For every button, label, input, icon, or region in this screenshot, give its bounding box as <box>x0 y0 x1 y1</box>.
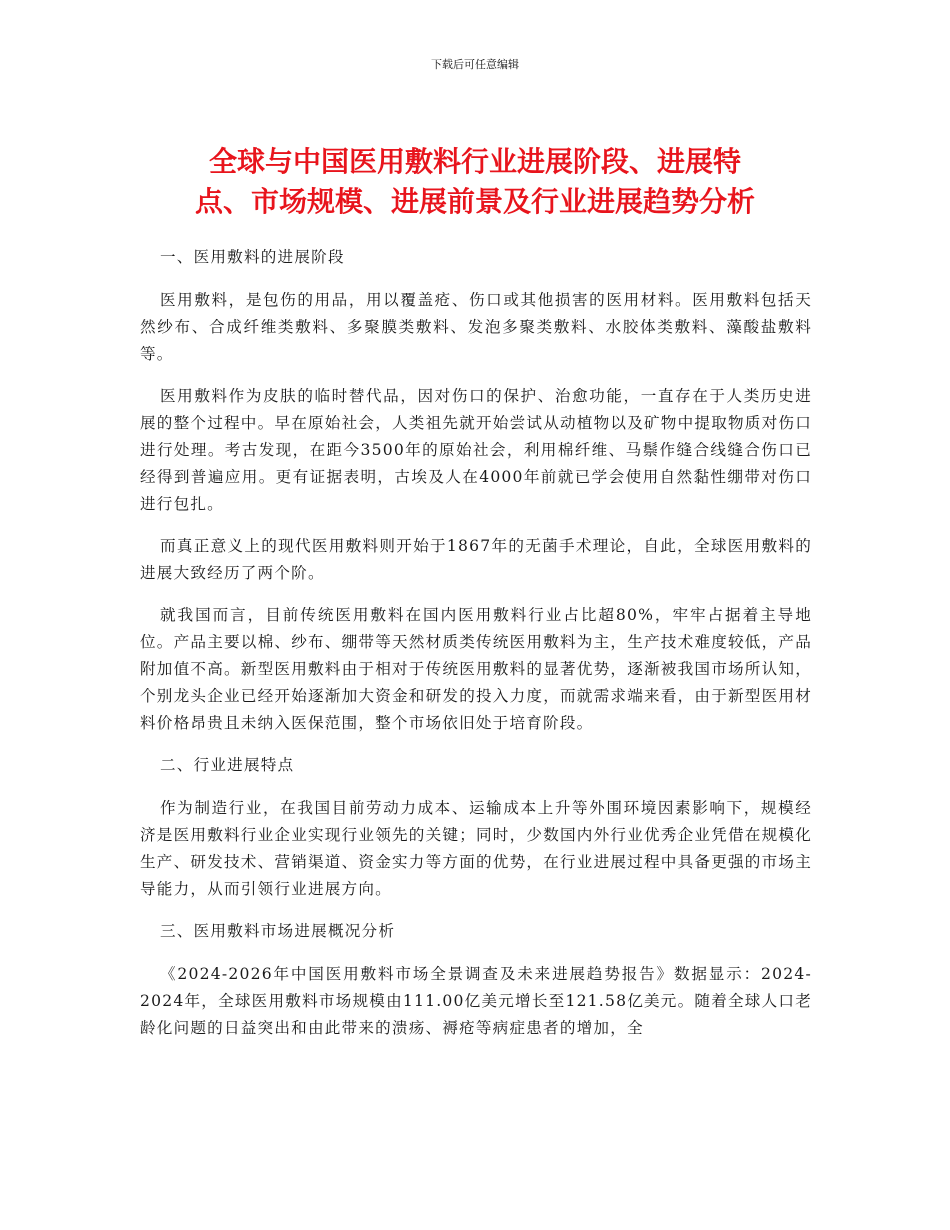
section-heading-3: 三、医用敷料市场进展概况分析 <box>160 922 396 940</box>
paragraph: 作为制造行业，在我国目前劳动力成本、运输成本上升等外围环境因素影响下，规模经济是医用敷料行业企业实现行业领先的关键；同时，少数国内外行业优秀企业凭借在规模化生产、研发技术、营销渠道、资金实力等方面的优势，在行业进展过程中具备更强的市场主导能力，从而引领行业进展方向。 <box>140 799 812 898</box>
paragraph: 医用敷料，是包伤的用品，用以覆盖疮、伤口或其他损害的医用材料。医用敷料包括天然纱布、合成纤维类敷料、多聚膜类敷料、发泡多聚类敷料、水胶体类敷料、藻酸盐敷料等。 <box>140 291 812 363</box>
header-note: 下载后可任意编辑 <box>431 58 519 71</box>
paragraph: 而真正意义上的现代医用敷料则开始于1867年的无菌手术理论，自此，全球医用敷料的进展大致经历了两个阶。 <box>140 537 812 582</box>
title-line-2: 点、市场规模、进展前景及行业进展趋势分析 <box>194 185 755 218</box>
section-heading-1: 一、医用敷料的进展阶段 <box>160 248 345 266</box>
document-body <box>140 244 812 1056</box>
document-title <box>150 142 800 222</box>
title-line-1: 全球与中国医用敷料行业进展阶段、进展特 <box>208 145 741 178</box>
paragraph: 就我国而言，目前传统医用敷料在国内医用敷料行业占比超80%，牢牢占据着主导地位。产品主要以棉、纱布、绷带等天然材质类传统医用敷料为主，生产技术难度较低，产品附加值不高。新型医用敷料由于相对于传统医用敷料的显著优势，逐渐被我国市场所认知，个别龙头企业已经开始逐渐加大资金和研发的投入力度，而就需求端来看，由于新型医用材料价格昂贵且未纳入医保范围，整个市场依旧处于培育阶段。 <box>140 606 812 732</box>
paragraph: 《2024-2026年中国医用敷料市场全景调查及未来进展趋势报告》数据显示：2024-2024年，全球医用敷料市场规模由111.00亿美元增长至121.58亿美元。随着全球人口老龄化问题的日益突出和由此带来的溃疡、褥疮等病症患者的增加，全 <box>140 965 812 1037</box>
section-heading-2: 二、行业进展特点 <box>160 756 295 774</box>
paragraph: 医用敷料作为皮肤的临时替代品，因对伤口的保护、治愈功能，一直存在于人类历史进展的整个过程中。早在原始社会，人类祖先就开始尝试从动植物以及矿物中提取物质对伤口进行处理。考古发现，在距今3500年的原始社会，利用棉纤维、马鬃作缝合线缝合伤口已经得到普遍应用。更有证据表明，古埃及人在4000年前就已学会使用自然黏性绷带对伤口进行包扎。 <box>140 387 812 513</box>
